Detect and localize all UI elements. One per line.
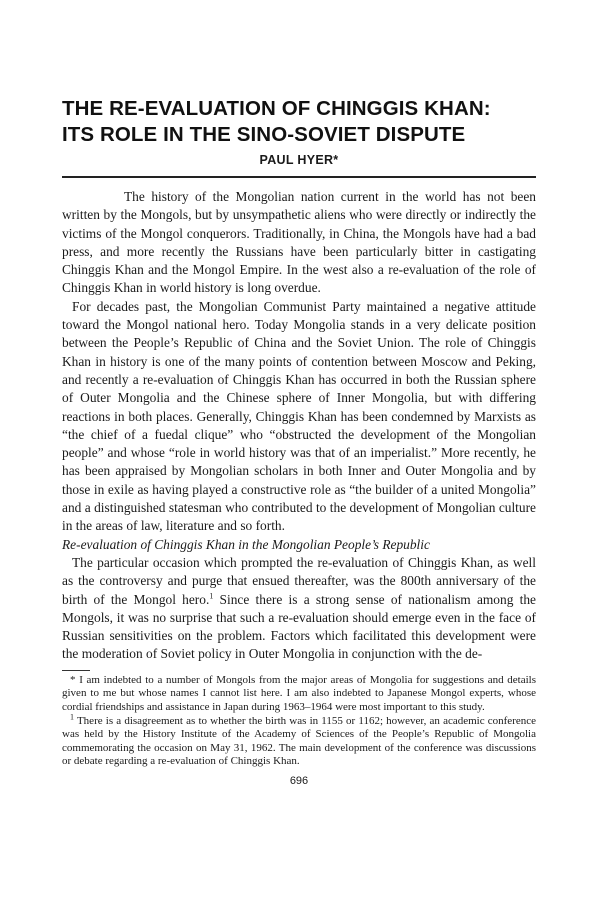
article-body [62, 188, 536, 664]
paragraph-3-part-2: Since there is a strong sense of nationalism among the Mongols, it was no surprise that such a re-evaluation should emerge even in the face of Russian sensitivities on the problem. Factors which facilitated this development were the moderation of Soviet policy in Outer Mongolia in conjunction with the de- [62, 591, 536, 662]
paragraph-3 [62, 554, 536, 664]
footnote-1-mark: 1 [70, 711, 74, 721]
author-name: PAUL HYER* [259, 153, 339, 167]
footnote-ref-1[interactable]: 1 [209, 591, 214, 601]
title-line-1: THE RE-EVALUATION OF CHINGGIS KHAN: [62, 97, 491, 120]
article-title [62, 96, 536, 148]
section-heading: Re-evaluation of Chinggis Khan in the Mongolian People’s Republic [62, 536, 430, 552]
footnote-1 [62, 711, 536, 769]
title-rule [62, 176, 536, 178]
paragraph-3-part-1: The particular occasion which prompted the re-evaluation of Chinggis Khan, as well as the controversy and purge that ensued thereafter, was the 800th anniversary of the birth of the Mongol hero. [62, 554, 536, 607]
footnotes [62, 674, 536, 769]
article-page [62, 96, 536, 787]
footnote-1-text: There is a disagreement as to whether the birth was in 1155 or 1162; however, an academic conference was held by the History Institute of the Academy of Sciences of the People’s Republic of Mongolia commemorating the occasion on May 31, 1962. The main development of the conference was discussions or debate regarding a re-evaluation of Chinggis Khan. [62, 714, 536, 768]
footnote-rule [62, 670, 90, 671]
page-number: 696 [289, 774, 309, 787]
title-line-2: ITS ROLE IN THE SINO-SOVIET DISPUTE [62, 123, 466, 146]
paragraph-2: For decades past, the Mongolian Communist Party maintained a negative attitude toward the Mongol national hero. Today Mongolia stands in a very delicate position between the People’s Republic of China and the Soviet Union. The role of Chinggis Khan in history is one of the many points of contention between Moscow and Peking, and recently a re-evaluation of Chinggis Khan has occurred in both the Russian sphere of Outer Mongolia and the Chinese sphere of Inner Mongolia, but with differing reactions in both places. Generally, Chinggis Khan has been condemned by Marxists as “the chief of a fuedal clique” who “obstructed the development of the Mongolian people” and whose “role in world history was that of an imperialist.” More recently, he has been appraised by Mongolian scholars in both Inner and Outer Mongolia and by those in exile as having played a constructive role as “the builder of a united Mongolia” and a distinguished statesman who contributed to the development of Mongolian culture in the areas of law, literature and so forth. [62, 298, 536, 534]
footnote-author: * I am indebted to a number of Mongols from the major areas of Mongolia for suggestions and details given to me but whose names I cannot list here. I am also indebted to Japanese Mongol experts, whose cordial friendships and assistance in Japan during 1963–1964 were most important to this study. [62, 673, 536, 713]
paragraph-1: The history of the Mongolian nation current in the world has not been written by the Mongols, but by unsympathetic aliens who were directly or indirectly the victims of the Mongol conquerors. Traditionally, in China, the Mongols have had a bad press, and more recently the Russians have been particularly bitter in castigating Chinggis Khan and the Mongol Empire. In the west also a re-evaluation of the role of Chinggis Khan in world history is long overdue. [62, 189, 536, 296]
